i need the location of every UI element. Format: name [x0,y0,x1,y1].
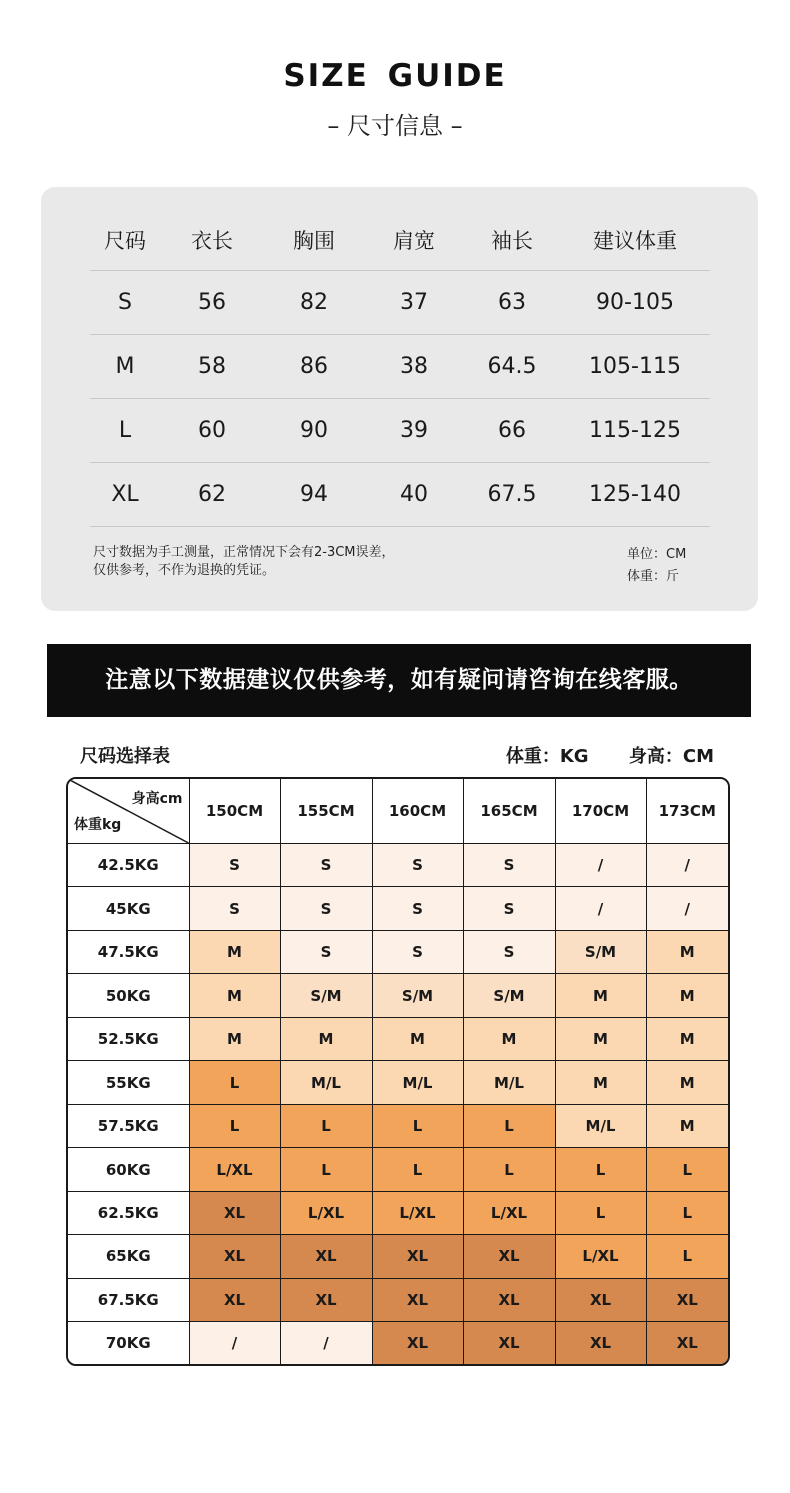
size-cell: M [646,1017,728,1060]
size-cell: XL [372,1235,463,1278]
weight-label: 55KG [68,1061,189,1104]
size-cell: / [646,844,728,887]
size-cell: S [372,844,463,887]
size-measurement-table [90,210,710,527]
table-row [90,271,710,335]
weight-label: 65KG [68,1235,189,1278]
selection-body [68,844,728,1365]
size-cell: XL [189,1191,280,1234]
cell-weight: 115-125 [560,399,710,463]
header-chest: 胸围 [264,210,364,271]
size-cell: L/XL [555,1235,646,1278]
cell-sleeve: 64.5 [464,335,560,399]
cell-size: XL [90,463,160,527]
size-selection-title: 尺码选择表 [80,746,170,767]
header-size: 尺码 [90,210,160,271]
size-cell: S [280,930,372,973]
weight-label: 57.5KG [68,1104,189,1147]
cell-length: 56 [160,271,264,335]
size-cell: S [280,887,372,930]
cell-weight: 105-115 [560,335,710,399]
size-cell: S [372,930,463,973]
corner-height-label: 身高cm [131,791,183,807]
selection-height-unit: 身高：CM [628,746,714,767]
size-table-header-row [90,210,710,271]
size-cell: M [555,974,646,1017]
selection-row [68,887,728,930]
size-selection-table [68,779,728,1364]
size-cell: M/L [463,1061,555,1104]
selection-row [68,974,728,1017]
size-cell: M [280,1017,372,1060]
cell-chest: 86 [264,335,364,399]
size-cell: S/M [372,974,463,1017]
selection-row [68,930,728,973]
selection-row [68,1235,728,1278]
size-cell: L/XL [280,1191,372,1234]
cell-chest: 82 [264,271,364,335]
size-cell: L/XL [189,1148,280,1191]
size-cell: S/M [463,974,555,1017]
table-row [90,335,710,399]
size-cell: XL [372,1322,463,1364]
size-cell: S [463,844,555,887]
selection-weight-unit: 体重：KG [505,746,589,767]
size-cell: M [646,930,728,973]
cell-length: 58 [160,335,264,399]
selection-row [68,1322,728,1364]
size-cell: M [189,974,280,1017]
weight-label: 47.5KG [68,930,189,973]
size-cell: S [372,887,463,930]
header-sleeve: 袖长 [464,210,560,271]
size-cell: L [555,1148,646,1191]
size-cell: S/M [280,974,372,1017]
size-cell: / [646,887,728,930]
size-cell: M [555,1017,646,1060]
size-cell: S [189,844,280,887]
measurement-note [93,544,563,580]
size-cell: S [280,844,372,887]
height-header: 165CM [463,779,555,844]
size-cell: M/L [280,1061,372,1104]
note-line-2: 仅供参考，不作为退换的凭证。 [93,563,276,578]
size-cell: L [280,1148,372,1191]
size-cell: / [280,1322,372,1364]
size-cell: L [555,1191,646,1234]
size-cell: / [555,887,646,930]
size-guide-title: SIZE GUIDE [283,58,507,94]
weight-unit-label: 体重：斤 [627,569,680,584]
weight-label: 67.5KG [68,1278,189,1321]
unit-label: 单位：CM [627,547,687,562]
size-cell: S [189,887,280,930]
size-cell: / [555,844,646,887]
size-cell: L [189,1104,280,1147]
selection-row [68,1017,728,1060]
cell-shoulder: 37 [364,271,464,335]
size-cell: XL [280,1235,372,1278]
table-row [90,399,710,463]
size-cell: L [646,1191,728,1234]
size-cell: XL [372,1278,463,1321]
size-cell: XL [463,1322,555,1364]
selection-row [68,1061,728,1104]
selection-header-row [68,779,728,844]
size-cell: XL [463,1235,555,1278]
height-header: 150CM [189,779,280,844]
cell-size: S [90,271,160,335]
size-guide-subtitle: – 尺寸信息 – [327,112,463,140]
size-cell: M [189,930,280,973]
cell-length: 62 [160,463,264,527]
size-cell: M/L [372,1061,463,1104]
cell-shoulder: 40 [364,463,464,527]
weight-label: 50KG [68,974,189,1017]
size-cell: L [189,1061,280,1104]
unit-info [627,544,747,588]
size-cell: L [463,1148,555,1191]
corner-weight-label: 体重kg [74,817,122,833]
weight-label: 70KG [68,1322,189,1364]
weight-label: 42.5KG [68,844,189,887]
header-weight: 建议体重 [560,210,710,271]
size-cell: L [646,1235,728,1278]
cell-sleeve: 67.5 [464,463,560,527]
size-cell: / [189,1322,280,1364]
size-cell: L [463,1104,555,1147]
cell-shoulder: 39 [364,399,464,463]
cell-chest: 94 [264,463,364,527]
reference-notice-banner: 注意以下数据建议仅供参考，如有疑问请咨询在线客服。 [47,644,751,717]
size-cell: S [463,887,555,930]
size-selection-table-frame [66,777,730,1366]
height-header: 160CM [372,779,463,844]
size-cell: L [372,1104,463,1147]
cell-weight: 90-105 [560,271,710,335]
height-header: 155CM [280,779,372,844]
cell-length: 60 [160,399,264,463]
height-header: 170CM [555,779,646,844]
size-cell: XL [646,1322,728,1364]
header-length: 衣长 [160,210,264,271]
header-shoulder: 肩宽 [364,210,464,271]
size-cell: M [646,974,728,1017]
cell-size: L [90,399,160,463]
table-row [90,463,710,527]
size-cell: L [280,1104,372,1147]
weight-label: 45KG [68,887,189,930]
size-cell: M/L [555,1104,646,1147]
height-header: 173CM [646,779,728,844]
cell-sleeve: 63 [464,271,560,335]
size-cell: XL [646,1278,728,1321]
selection-row [68,844,728,887]
selection-row [68,1191,728,1234]
note-line-1: 尺寸数据为手工测量，正常情况下会有2-3CM误差， [93,545,395,560]
size-cell: L/XL [463,1191,555,1234]
size-cell: L/XL [372,1191,463,1234]
size-cell: XL [280,1278,372,1321]
cell-chest: 90 [264,399,364,463]
corner-header [68,779,189,844]
cell-weight: 125-140 [560,463,710,527]
cell-shoulder: 38 [364,335,464,399]
size-cell: M [646,1104,728,1147]
size-cell: M [463,1017,555,1060]
cell-sleeve: 66 [464,399,560,463]
size-cell: M [189,1017,280,1060]
size-cell: XL [555,1322,646,1364]
size-cell: XL [189,1235,280,1278]
weight-label: 62.5KG [68,1191,189,1234]
size-cell: XL [555,1278,646,1321]
size-cell: L [646,1148,728,1191]
size-cell: M [372,1017,463,1060]
weight-label: 52.5KG [68,1017,189,1060]
selection-row [68,1278,728,1321]
size-cell: S [463,930,555,973]
size-cell: M [646,1061,728,1104]
size-cell: S/M [555,930,646,973]
weight-label: 60KG [68,1148,189,1191]
size-cell: XL [189,1278,280,1321]
cell-size: M [90,335,160,399]
selection-row [68,1148,728,1191]
size-cell: L [372,1148,463,1191]
selection-row [68,1104,728,1147]
size-cell: M [555,1061,646,1104]
size-cell: XL [463,1278,555,1321]
selection-units [472,742,714,768]
